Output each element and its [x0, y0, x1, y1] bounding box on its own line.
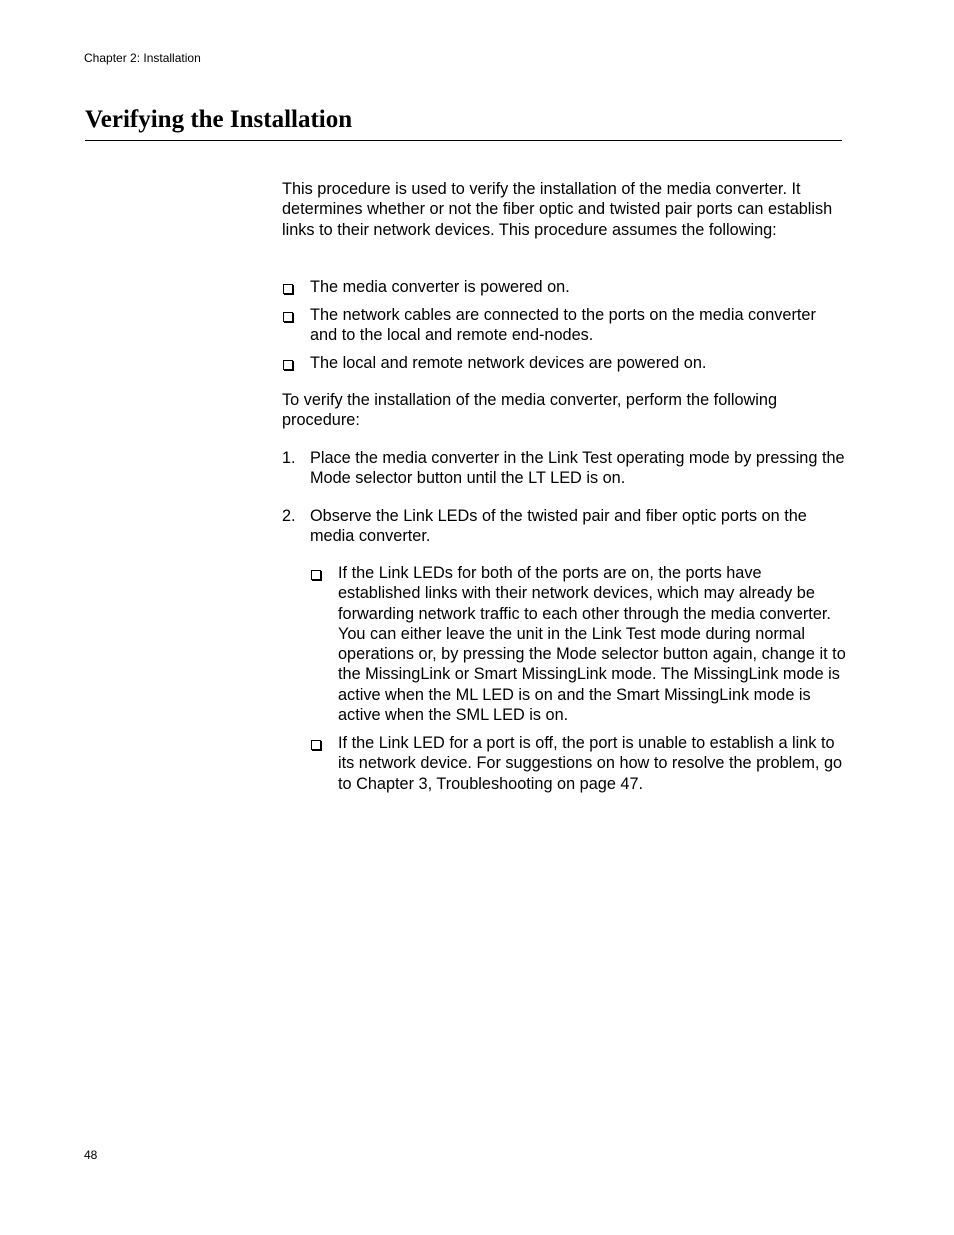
assumption-text: The network cables are connected to the ports on the media converter and to the local and remote end-nodes.	[310, 306, 816, 345]
checkbox-bullet-icon	[283, 360, 293, 370]
checkbox-bullet-icon	[311, 570, 321, 580]
section-title: Verifying the Installation	[85, 106, 353, 133]
procedure-intro-paragraph	[282, 390, 847, 431]
step-number: 2.	[282, 507, 296, 525]
step-text: Place the media converter in the Link Test operating mode by pressing the Mode selector button until the LT LED is on.	[310, 449, 845, 488]
checkbox-bullet-icon	[311, 740, 321, 750]
sub-bullet-text: If the Link LEDs for both of the ports are on, the ports have established links with their network devices, which may already be forwarding network traffic to each other through the media converter. You can either leave the unit in the Link Test mode during normal operations or, by pressing the Mode selector button again, change it to the MissingLink or Smart MissingLink mode. The MissingLink mode is active when the ML LED is on and the Smart MissingLink mode is active when the SML LED is on.	[338, 564, 846, 725]
procedure-intro-text: To verify the installation of the media converter, perform the following procedure:	[282, 391, 778, 430]
step-number: 1.	[282, 449, 296, 467]
checkbox-bullet-icon	[283, 284, 293, 294]
intro-paragraph	[282, 179, 847, 240]
step-text: Observe the Link LEDs of the twisted pair and fiber optic ports on the media converter.	[310, 507, 807, 546]
title-rule	[85, 140, 842, 141]
page-number: 48	[84, 1148, 98, 1162]
intro-text: This procedure is used to verify the installation of the media converter. It determines whether or not the fiber optic and twisted pair ports can establish links to their network devices. This procedure assumes the following:	[282, 180, 833, 239]
assumption-text: The local and remote network devices are powered on.	[310, 354, 707, 372]
checkbox-bullet-icon	[283, 312, 293, 322]
sub-bullet-text: If the Link LED for a port is off, the port is unable to establish a link to its network device. For suggestions on how to resolve the problem, go to Chapter 3, Troubleshooting on page 47.	[338, 734, 843, 793]
running-header: Chapter 2: Installation	[84, 51, 201, 65]
assumption-text: The media converter is powered on.	[310, 278, 570, 296]
